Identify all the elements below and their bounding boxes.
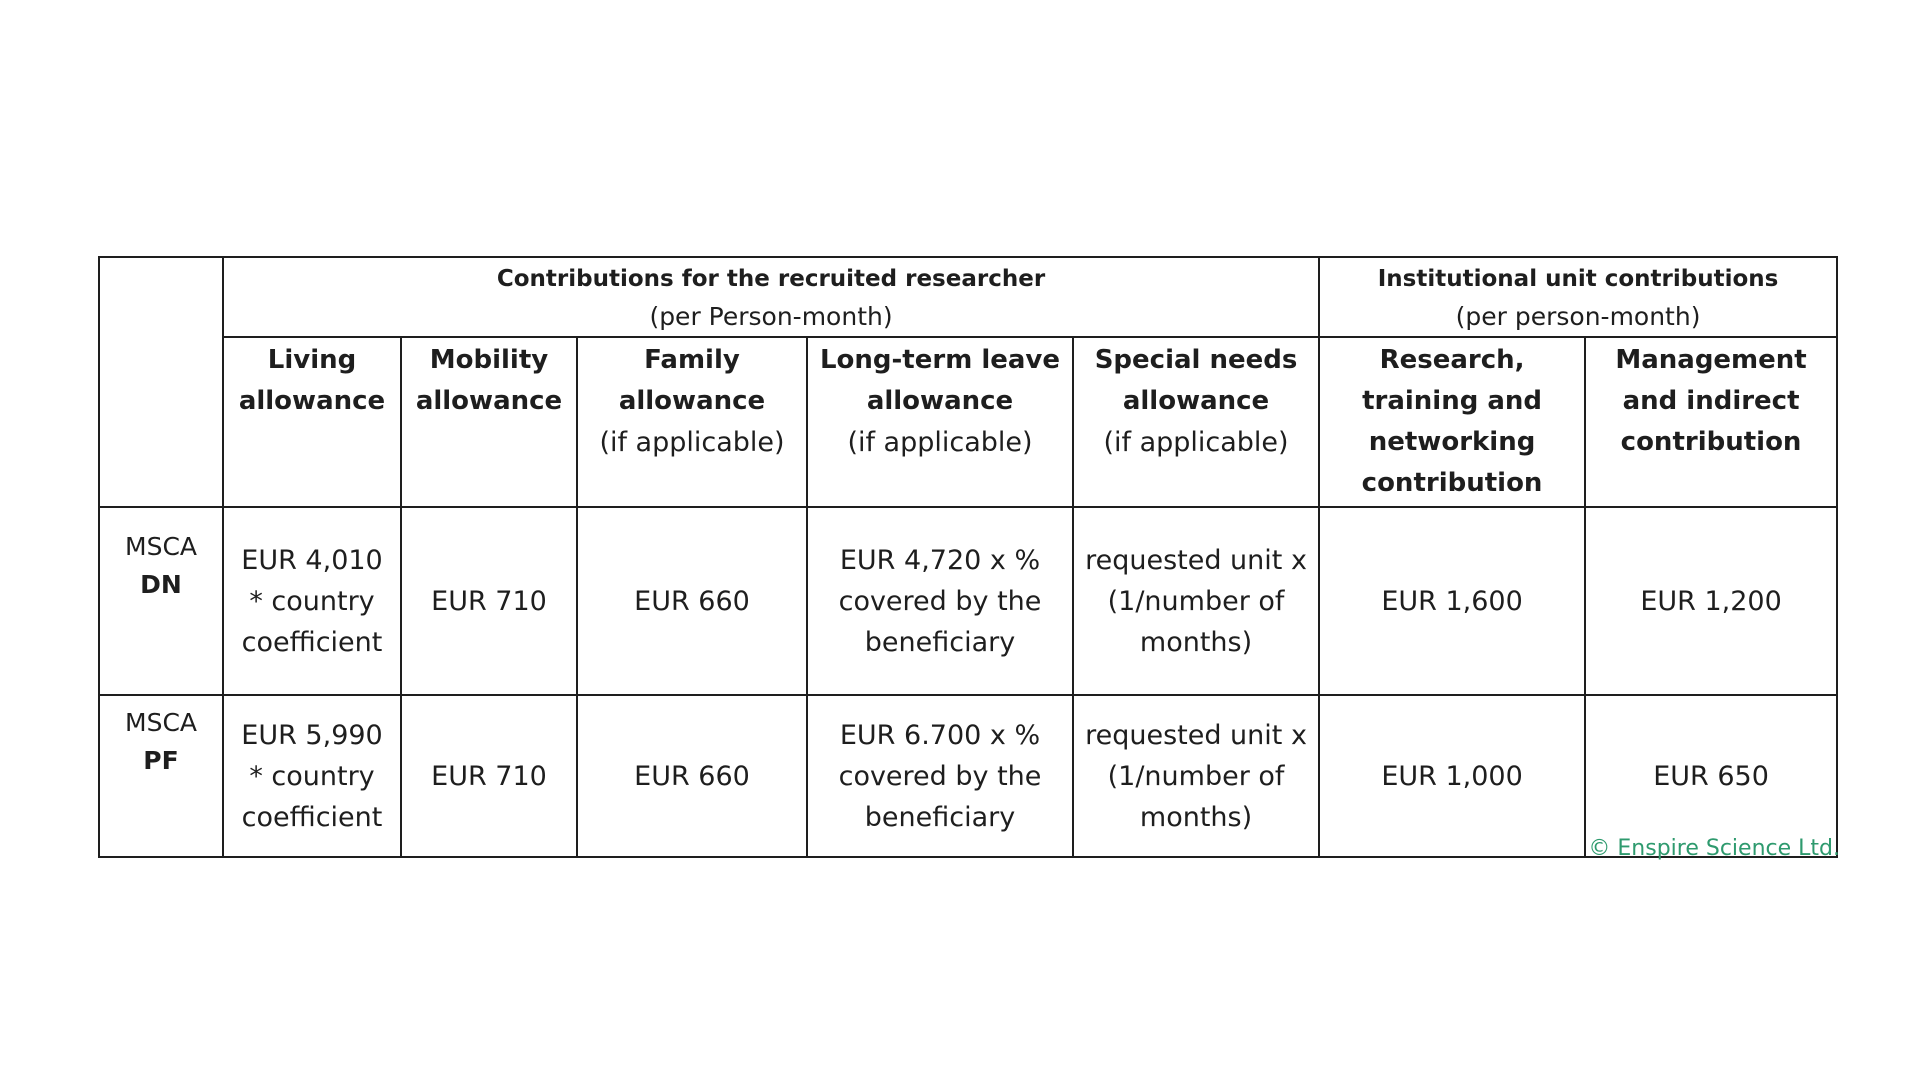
table-cell — [401, 507, 577, 695]
column-header-title: Research, training and networking contribution — [1361, 345, 1543, 498]
group-header-title: Institutional unit contributions — [1377, 266, 1779, 292]
program-prefix: MSCA — [125, 532, 197, 561]
column-header-subtitle: (if applicable) — [847, 427, 1033, 458]
program-code: DN — [140, 570, 182, 599]
allowance-table — [98, 256, 1838, 858]
group-header-subtitle: (per Person-month) — [649, 302, 893, 331]
table-cell — [223, 695, 401, 857]
cell-value: EUR 650 — [1653, 760, 1769, 792]
table-cell — [1319, 695, 1585, 857]
cell-value: EUR 710 — [431, 760, 547, 792]
column-header-title: Management and indirect contribution — [1615, 345, 1807, 457]
program-cell — [99, 507, 223, 695]
corner-cell — [99, 257, 223, 507]
table-cell — [807, 507, 1073, 695]
program-cell — [99, 695, 223, 857]
cell-value: EUR 1,200 — [1640, 585, 1782, 617]
cell-value: EUR 6.700 x % covered by the beneficiary — [838, 719, 1042, 833]
group-header-row — [99, 257, 1837, 337]
table-cell — [1073, 507, 1319, 695]
institutional-contributions-header — [1319, 257, 1837, 337]
table-cell — [577, 695, 807, 857]
cell-value: EUR 5,990 * country coefficient — [241, 719, 383, 833]
column-header-title: Family allowance — [618, 345, 766, 416]
cell-value: EUR 660 — [634, 760, 750, 792]
column-header-subtitle: (if applicable) — [599, 427, 785, 458]
column-header-title: Mobility allowance — [415, 345, 563, 416]
column-header-row — [99, 337, 1837, 507]
cell-value: EUR 4,720 x % covered by the beneficiary — [838, 544, 1042, 658]
column-header-subtitle: (if applicable) — [1103, 427, 1289, 458]
cell-value: requested unit x (1/number of months) — [1085, 544, 1307, 658]
copyright-notice: © Enspire Science Ltd. — [1588, 836, 1840, 861]
table-cell — [1585, 507, 1837, 695]
table-cell — [223, 507, 401, 695]
table-cell — [401, 695, 577, 857]
program-prefix: MSCA — [125, 708, 197, 737]
cell-value: requested unit x (1/number of months) — [1085, 719, 1307, 833]
column-header-special-needs-allowance — [1073, 337, 1319, 507]
allowance-table-container — [98, 256, 1836, 858]
column-header-title: Special needs allowance — [1094, 345, 1298, 416]
group-header-title: Contributions for the recruited researcher — [496, 266, 1046, 292]
column-header-mobility-allowance — [401, 337, 577, 507]
table-cell — [577, 507, 807, 695]
cell-value: EUR 660 — [634, 585, 750, 617]
table-row-msca-pf — [99, 695, 1837, 857]
table-cell — [1585, 695, 1837, 857]
table-cell — [1073, 695, 1319, 857]
column-header-family-allowance — [577, 337, 807, 507]
column-header-living-allowance — [223, 337, 401, 507]
researcher-contributions-header — [223, 257, 1319, 337]
group-header-subtitle: (per person-month) — [1455, 302, 1701, 331]
column-header-management-indirect-contribution — [1585, 337, 1837, 507]
cell-value: EUR 1,000 — [1381, 760, 1523, 792]
column-header-title: Living allowance — [238, 345, 386, 416]
cell-value: EUR 4,010 * country coefficient — [241, 544, 383, 658]
table-cell — [1319, 507, 1585, 695]
table-row-msca-dn — [99, 507, 1837, 695]
cell-value: EUR 1,600 — [1381, 585, 1523, 617]
column-header-research-training-contribution — [1319, 337, 1585, 507]
column-header-title: Long-term leave allowance — [819, 345, 1061, 416]
cell-value: EUR 710 — [431, 585, 547, 617]
column-header-long-term-leave-allowance — [807, 337, 1073, 507]
program-code: PF — [143, 746, 179, 775]
table-cell — [807, 695, 1073, 857]
